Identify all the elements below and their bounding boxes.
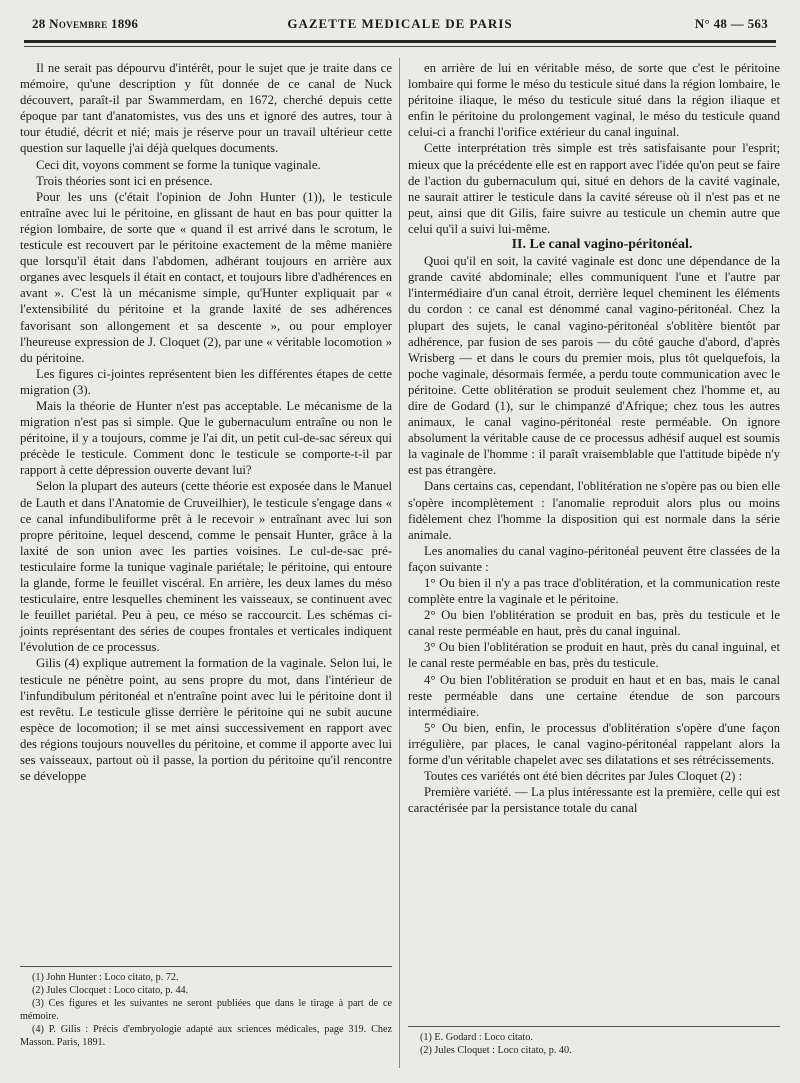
right-footnotes bbox=[408, 1026, 780, 1057]
footnote: (1) John Hunter : Loco citato, p. 72. bbox=[32, 972, 179, 983]
footnote: (2) Jules Clocquet : Loco citato, p. 44. bbox=[32, 985, 189, 996]
footnote: (1) E. Godard : Loco citato. bbox=[420, 1032, 533, 1043]
column-separator bbox=[399, 58, 400, 1068]
paragraph: Cette interprétation très simple est très satisfaisante pour l'esprit; mieux que la précédente elle est en rapport avec l'idée qu'on peut se faire de l'action du gubernaculum qui, situé en dehors de la cavité vaginale, ne saurait attirer le testicule dans la cavité séreuse où il n'est pas et ne peut, ainsi que dit Gilis, faire suivre au testicule un chemin autre que celui qu'il a suivi lui-même. bbox=[408, 141, 780, 236]
footnote: (4) P. Gilis : Précis d'embryologie adapté aux sciences médicales, page 319. Chez Masson. Paris, 1891. bbox=[20, 1024, 392, 1048]
section-heading: II. Le canal vagino-péritonéal. bbox=[511, 237, 693, 253]
paragraph: Les anomalies du canal vagino-péritonéal peuvent être classées de la façon suivante : bbox=[408, 543, 780, 574]
paragraph: Trois théories sont ici en présence. bbox=[36, 173, 213, 188]
header-rule-thick bbox=[24, 40, 776, 43]
paragraph: en arrière de lui en véritable méso, de sorte que c'est le péritoine lombaire qui forme le méso du testicule situé dans la région lombaire, le péritoine iliaque, le méso du testicule situé dans la région iliaque et enfin le péritoine du prolongement vaginal, le méso du testicule quand celui-ci a franchi l'orifice extérieur du canal inguinal. bbox=[408, 61, 780, 140]
left-column bbox=[20, 60, 392, 784]
header-title: GAZETTE MEDICALE DE PARIS bbox=[287, 16, 513, 31]
paragraph: Selon la plupart des auteurs (cette théorie est exposée dans le Manuel de Lauth et dans l'Anatomie de Cruveilhier), le testicule s'engage dans « ce canal infundibuliforme prêt à le recevoir » entraînant avec lui son propre péritoine, lequel descend, comme le pensait Hunter, grâce à la laxité de son union avec les parties voisines. Le cul-de-sac pré-testiculaire forme la tunique vaginale pariétale; le péritoine, qui entoure la glande, forme le feuillet viscéral. En arrière, les deux lames du méso testiculaire, entre lesquelles cheminent les vaisseaux, se continuent avec le feuillet pariétal. Peu à peu, ce méso se raccourcit. Les schémas ci-joints représentant des séries de coupes frontales et verticales indiquent l'évolution de ce processus. bbox=[20, 479, 392, 655]
left-footnotes bbox=[20, 966, 392, 1049]
footnote: (3) Ces figures et les suivantes ne seront publiées que dans le tirage à part de ce mémoire. bbox=[20, 998, 392, 1022]
right-column bbox=[408, 60, 780, 816]
header-rule-thin bbox=[24, 46, 776, 47]
header-page-number: N° 48 — 563 bbox=[694, 16, 768, 31]
paragraph: Quoi qu'il en soit, la cavité vaginale est donc une dépendance de la grande cavité abdominale; elles communiquent l'une et l'autre par l'intermédiaire d'un canal étroit, derrière lequel cheminent les éléments du cordon : ce canal est dénommé canal vagino-péritonéal. Chez la plupart des sujets, le canal vagino-péritonéal s'oblitère bientôt par adhérence, par fusion de ses parois — du côté gauche d'abord, d'après Wrisberg — et dans le cours du premier mois, plus tôt quelquefois, la poche vaginale, désormais fermée, a perdu toute communication avec le péritoine. Cette oblitération se produit seulement chez l'homme et, au dire de Godard (1), sur le chimpanzé d'Afrique; chez tous les autres animaux, le canal vagino-péritonéal reste perméable. On ignore absolument la véritable cause de ce processus adhésif auquel est soumis la vaginale de l'homme : il paraît vraisemblable que l'attitude bipède n'y est pas étrangère. bbox=[408, 254, 780, 478]
paragraph: Première variété. — La plus intéressante est la première, celle qui est caractérisée par la persistance totale du canal bbox=[408, 785, 780, 816]
paragraph: Toutes ces variétés ont été bien décrites par Jules Cloquet (2) : bbox=[424, 769, 743, 784]
page-header bbox=[24, 14, 776, 36]
paragraph: Mais la théorie de Hunter n'est pas acceptable. Le mécanisme de la migration n'est pas si simple. Que le gubernaculum entraîne ou non le péritoine, il y a toujours, comme je l'ai dit, un petit cul-de-sac séreux qui précède le testicule. Comment donc le testicule se comporte-t-il par rapport à cette dépression ouverte devant lui? bbox=[20, 398, 392, 478]
list-item: 4° Ou bien l'oblitération se produit en haut et en bas, mais le canal reste perméable dans une certaine étendue de son parcours intermédiaire. bbox=[408, 672, 780, 719]
paragraph: Gilis (4) explique autrement la formation de la vaginale. Selon lui, le testicule ne pénètre point, au sens propre du mot, dans l'intérieur de l'infundibulum péritonéal et n'entraîne point avec lui le péritoine dont il est revêtu. Le testicule glisse derrière le péritoine qui ne subit aucune espèce de locomotion; il se met ainsi successivement en rapport avec des régions toujours nouvelles du péritoine, et comme il apporte avec lui ses vaisseaux, partout où il passe, la portion du péritoine qu'il rencontre se développe bbox=[20, 656, 392, 784]
paragraph: Pour les uns (c'était l'opinion de John Hunter (1)), le testicule entraîne avec lui le péritoine, en glissant de haut en bas pour quitter la région lombaire, de sorte que « quand il est arrivé dans le scrotum, le testicule est recouvert par le péritoine exactement de la même manière que lorsqu'il était dans l'abdomen, adhérant toujours en arrière aux organes avec lesquels il était en contact, et toujours libre d'adhérences en avant ». C'est là un mécanisme simple, qu'Hunter expliquait par « l'extensibilité du péritoine et la grande laxité de ses adhérences favorisant son allongement et sa descente », ou pour employer l'heureuse expression de J. Cloquet (2), par une « véritable locomotion » du péritoine. bbox=[20, 189, 392, 365]
list-item: 3° Ou bien l'oblitération se produit en haut, près du canal inguinal, et le canal reste perméable en bas, près du testicule. bbox=[408, 640, 780, 671]
paragraph: Ceci dit, voyons comment se forme la tunique vaginale. bbox=[36, 157, 321, 172]
paragraph: Les figures ci-jointes représentent bien les différentes étapes de cette migration (3). bbox=[20, 366, 392, 397]
paragraph: Dans certains cas, cependant, l'oblitération ne s'opère pas ou bien elle s'opère incomplètement : l'anomalie reproduit alors plus ou moins fidèlement chez l'homme la disposition qui est normale dans la série animale. bbox=[408, 479, 780, 542]
list-item: 1° Ou bien il n'y a pas trace d'oblitération, et la communication reste complète entre la vaginale et le péritoine. bbox=[408, 576, 780, 607]
list-item: 5° Ou bien, enfin, le processus d'oblitération s'opère d'une façon irrégulière, par places, le canal vagino-péritonéal rappelant alors la forme d'un véritable chapelet avec ses dilatations et ses rétrécissements. bbox=[408, 720, 780, 768]
list-item: 2° Ou bien l'oblitération se produit en bas, près du testicule et le canal reste perméable en haut, près du canal inguinal. bbox=[408, 608, 780, 639]
header-date: 28 Novembre 1896 bbox=[32, 16, 139, 31]
footnote: (2) Jules Cloquet : Loco citato, p. 40. bbox=[420, 1045, 572, 1056]
paragraph: Il ne serait pas dépourvu d'intérêt, pour le sujet que je traite dans ce mémoire, qu'une description y fût donnée de ce canal de Nuck découvert, paraît-il par Swammerdam, en 1672, cherché depuis cette époque par tant d'anatomistes, vus des uns et ignoré des autres, tour à tour étudié, décrit et nié; mais je réserve pour un travail ultérieur cette question sur laquelle j'ai déjà quelques documents. bbox=[20, 61, 392, 156]
